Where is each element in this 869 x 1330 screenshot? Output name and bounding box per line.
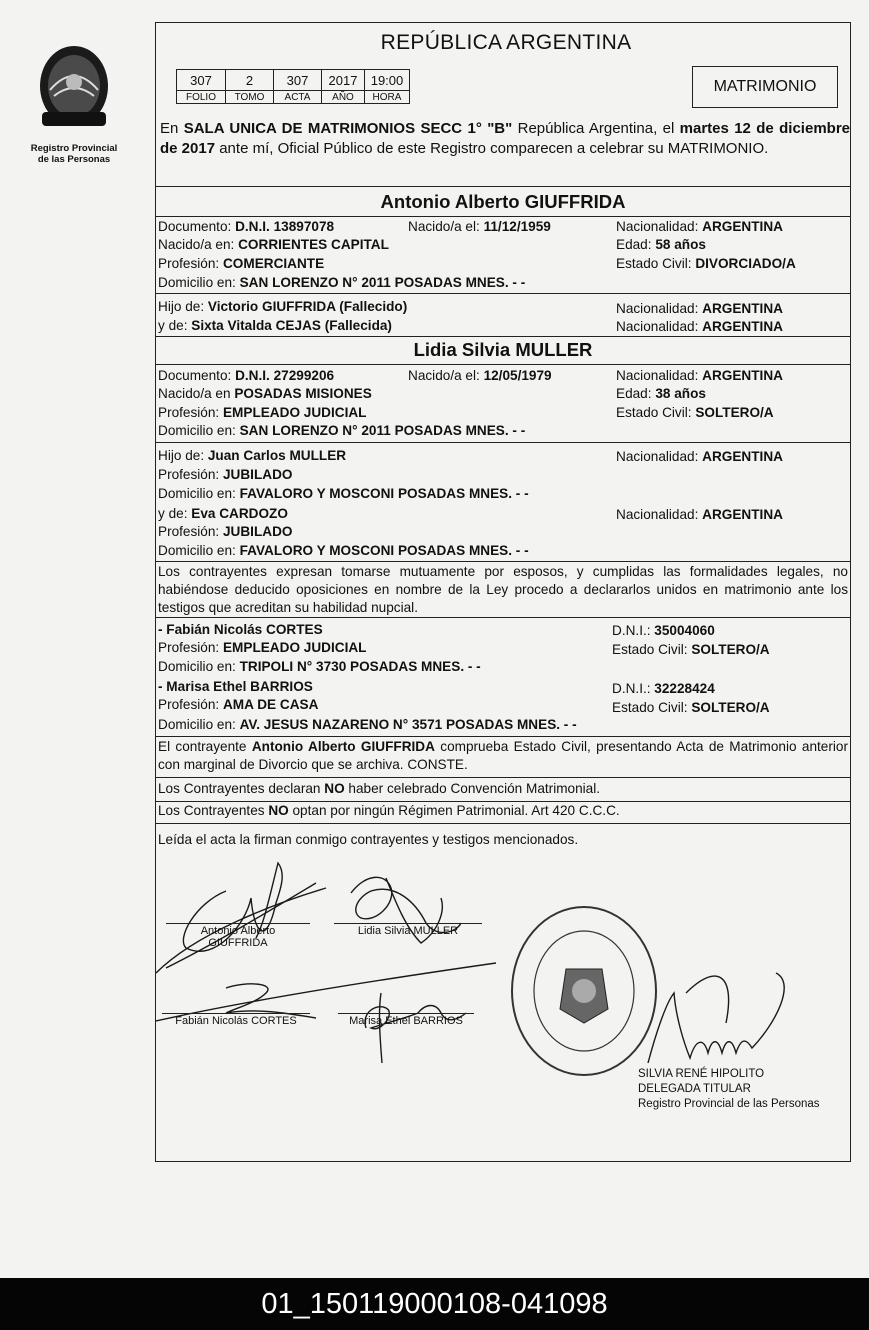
witness1-name: - Fabián Nicolás CORTES [158,622,323,637]
registrar-role: DELEGADA TITULAR [638,1083,751,1095]
bride-father-address: Domicilio en: FAVALORO Y MOSCONI POSADAS MNES. - - [158,486,529,501]
closing-text: Leída el acta la firman conmigo contrayentes y testigos mencionados. [158,832,579,847]
registrar-name: SILVIA RENÉ HIPOLITO [638,1068,765,1080]
intro-paragraph: En SALA UNICA DE MATRIMONIOS SECC 1° "B" República Argentina, el martes 12 de diciembre de 2017 ante mí, Oficial Público de este Registro comparecen a celebrar su MATRIMONIO. [160,120,850,157]
witness2-profession: Profesión: AMA DE CASA [158,697,319,712]
witness1-civil-status: Estado Civil: SOLTERO/A [612,642,770,657]
convention-note: Los Contrayentes declaran NO haber celebrado Convención Matrimonial. [158,781,601,796]
year-label: AÑO [322,91,365,104]
bride-father-nationality: Nacionalidad: ARGENTINA [616,449,783,464]
bride-mother-profession: Profesión: JUBILADO [158,524,293,539]
witness1-signature-line [162,1013,310,1014]
previous-marriage-note: El contrayente Antonio Alberto GIUFFRIDA comprueba Estado Civil, presentando Acta de Matrimonio anterior con marginal de Divorcio que se archiva. CONSTE. [158,739,848,772]
witness2-dni: D.N.I.: 32228424 [612,681,715,696]
divider [156,293,850,294]
divider [156,736,850,737]
bride-age: Edad: 38 años [616,386,706,401]
groom-mother: y de: Sixta Vitalda CEJAS (Fallecida) [158,318,392,333]
registrar-office: Registro Provincial de las Personas [638,1098,820,1110]
bride-civil-status: Estado Civil: SOLTERO/A [616,405,774,420]
divider [156,801,850,802]
bride-mother-address: Domicilio en: FAVALORO Y MOSCONI POSADAS MNES. - - [158,543,529,558]
groom-nationality: Nacionalidad: ARGENTINA [616,219,783,234]
groom-name-heading: Antonio Alberto GIUFFRIDA [380,191,626,212]
bride-mother: y de: Eva CARDOZO [158,506,288,521]
logo-caption-line2: de las Personas [37,154,111,165]
bride-signature-line [334,923,482,924]
tomo-value: 2 [226,70,274,91]
divider [156,336,850,337]
hour-value: 19:00 [365,70,410,91]
bride-father: Hijo de: Juan Carlos MULLER [158,448,347,463]
handwritten-signatures [156,843,850,1073]
groom-birthdate: Nacido/a el: 11/12/1959 [408,219,551,234]
bride-birthplace: Nacido/a en POSADAS MISIONES [158,386,372,401]
declaration-text: Los contrayentes expresan tomarse mutuamente por esposos, y cumplidas las formalidades legales, no habiéndose deducido oposiciones en nombre de la Ley procedo a declararlos unidos en matrimonio ante los testigos que acreditan su habilidad nupcial. [158,564,848,615]
groom-civil-status: Estado Civil: DIVORCIADO/A [616,256,796,271]
folio-value: 307 [177,70,226,91]
registry-logo [28,42,120,165]
tomo-label: TOMO [226,91,274,104]
groom-signature-label: Antonio Alberto GIUFFRIDA [200,925,276,949]
witness2-civil-status: Estado Civil: SOLTERO/A [612,700,770,715]
bride-profession: Profesión: EMPLEADO JUDICIAL [158,405,367,420]
acta-label: ACTA [274,91,322,104]
document-code-bar [0,1278,869,1330]
divider [156,823,850,824]
divider [156,364,850,365]
bride-father-profession: Profesión: JUBILADO [158,467,293,482]
groom-age: Edad: 58 años [616,237,706,252]
marriage-certificate [155,22,851,1162]
act-type-box: MATRIMONIO [692,66,838,108]
bride-nationality: Nacionalidad: ARGENTINA [616,368,783,383]
divider [156,186,850,187]
province-seal-icon [28,42,120,134]
witness1-address: Domicilio en: TRIPOLI N° 3730 POSADAS MNES. - - [158,659,481,674]
page-title: REPÚBLICA ARGENTINA [380,31,632,54]
groom-profession: Profesión: COMERCIANTE [158,256,325,271]
folio-label: FOLIO [177,91,226,104]
bride-signature-label: Lidia Silvia MULLER [357,925,459,937]
groom-father: Hijo de: Victorio GIUFFRIDA (Fallecido) [158,299,408,314]
registry-numbers-table [176,69,410,104]
groom-mother-nationality: Nacionalidad: ARGENTINA [616,319,783,334]
bride-address: Domicilio en: SAN LORENZO N° 2011 POSADAS MNES. - - [158,423,526,438]
witness2-address: Domicilio en: AV. JESUS NAZARENO N° 3571 POSADAS MNES. - - [158,717,577,732]
bride-documento: Documento: D.N.I. 27299206 [158,368,335,383]
divider [156,442,850,443]
witness2-signature-label: Marisa Ethel BARRIOS [349,1015,463,1027]
groom-signature-line [166,923,310,924]
groom-documento: Documento: D.N.I. 13897078 [158,219,335,234]
bride-name-heading: Lidia Silvia MULLER [413,339,593,360]
bride-birthdate: Nacido/a el: 12/05/1979 [408,368,552,383]
witness1-dni: D.N.I.: 35004060 [612,623,715,638]
registrar-block [638,1067,820,1112]
patrimonial-regime-note: Los Contrayentes NO optan por ningún Régimen Patrimonial. Art 420 C.C.C. [158,803,620,818]
bride-mother-nationality: Nacionalidad: ARGENTINA [616,507,783,522]
witness1-profession: Profesión: EMPLEADO JUDICIAL [158,640,367,655]
divider [156,561,850,562]
groom-father-nationality: Nacionalidad: ARGENTINA [616,301,783,316]
acta-value: 307 [274,70,322,91]
groom-birthplace: Nacido/a en: CORRIENTES CAPITAL [158,237,389,252]
groom-address: Domicilio en: SAN LORENZO N° 2011 POSADAS MNES. - - [158,275,526,290]
hour-label: HORA [365,91,410,104]
official-stamp-icon [504,899,664,1079]
divider [156,777,850,778]
year-value: 2017 [322,70,365,91]
witness1-signature-label: Fabián Nicolás CORTES [175,1015,297,1027]
logo-caption-line1: Registro Provincial [30,143,118,154]
divider [156,216,850,217]
witness2-name: - Marisa Ethel BARRIOS [158,679,313,694]
divider [156,617,850,618]
document-code: 01_150119000108-041098 [261,1288,608,1320]
office-name: SALA UNICA DE MATRIMONIOS SECC 1° "B" [183,120,513,137]
witness2-signature-line [338,1013,474,1014]
ceremony-date: martes 12 de diciembre de 2017 [160,120,850,157]
